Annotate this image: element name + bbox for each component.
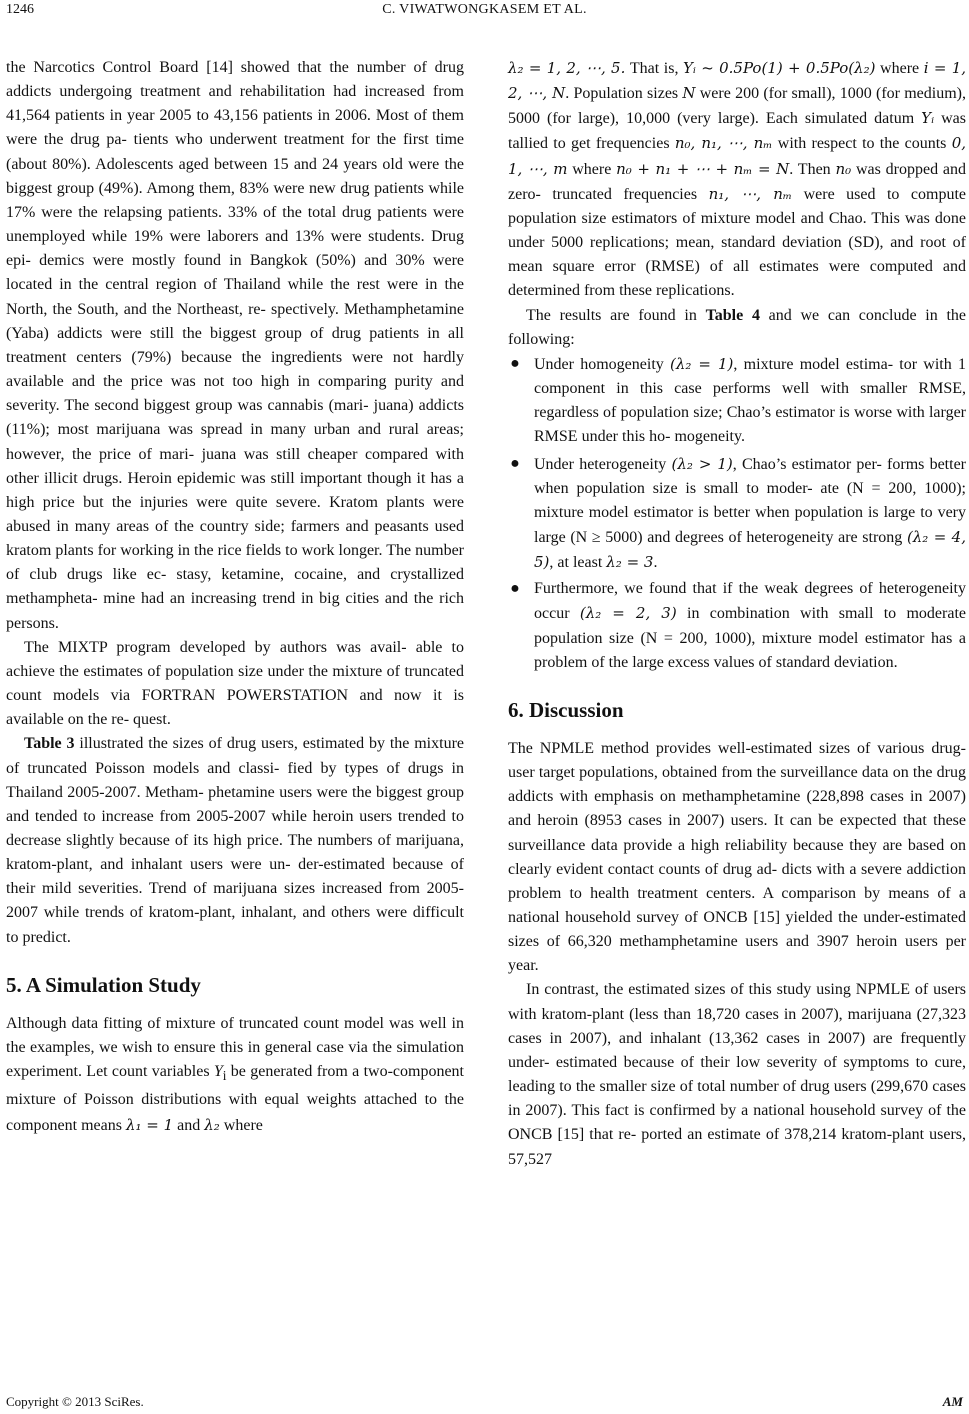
bullet-icon: ● — [510, 580, 520, 598]
text-span: where — [219, 1116, 263, 1134]
text-span: were used to compute population size estimators of mixture model and Chao. This was done under 5000 replications; mean, standard deviation (SD), and root of mean square error (RMSE) of all estimates were computed and determined from these replications. — [508, 185, 967, 300]
math-homogeneity: (λ₂ = 1) — [670, 354, 734, 373]
list-item — [508, 452, 966, 576]
math-lambda2: λ₂ — [204, 1115, 220, 1134]
math-counts: 0, 1, ⋯, m — [508, 134, 966, 178]
math-lambda2-range: λ₂ = 1, 2, ⋯, 5. — [508, 59, 626, 77]
math-sub-i: i — [222, 1068, 227, 1084]
text-span: Furthermore, we found that if the weak degrees of heterogeneity occur — [534, 580, 966, 623]
text-span: where — [875, 60, 924, 77]
section-5-title: 5. A Simulation Study — [6, 972, 201, 997]
text-span: and we can conclude in the following: — [508, 306, 967, 348]
table3-reference: Table 3 — [24, 735, 75, 753]
list-item — [508, 577, 966, 675]
text-span: The results are found in — [526, 306, 706, 324]
math-frequency-sum: n₀ + n₁ + ⋯ + nₘ = N — [616, 159, 790, 178]
running-title: C. VIWATWONGKASEM ET AL. — [382, 2, 587, 17]
paragraph-simulation-setup — [508, 56, 966, 304]
journal-abbreviation: AM — [942, 1394, 963, 1409]
text-span: where — [567, 160, 617, 178]
table4-reference: Table 4 — [705, 306, 760, 324]
math-weak-heterogeneity: (λ₂ = 2, 3) — [579, 604, 677, 623]
math-yi: Yᵢ — [921, 109, 935, 128]
right-column — [508, 56, 966, 1172]
paragraph-table3 — [6, 732, 464, 949]
math-frequencies: n₀, n₁, ⋯, nₘ — [674, 134, 773, 153]
math-n: N — [682, 84, 696, 103]
text-span: . Then — [789, 160, 836, 178]
list-item — [508, 352, 966, 450]
text-span: and — [173, 1116, 205, 1134]
section-6-title: 6. Discussion — [508, 697, 624, 722]
paragraph-discussion-2: In contrast, the estimated sizes of this study using NPMLE of users with kratom-plant (less than 18,720 cases in 2007), marijuana (27,323 cases in 2007), and inhalant (13,362 cases in 2007) are frequently under- estimated because of their low severity of symptoms to cure, leading to the smaller size of total number of drug users (299,670 cases in 2007). This fact is confirmed by a national household survey of the ONCB [15] that re- ported an estimate of 378,214 kratom-plant users, 57,527 — [508, 981, 966, 1168]
math-y: Y — [213, 1063, 223, 1081]
paragraph-results-intro — [508, 304, 966, 352]
paragraph-mixtp-program: The MIXTP program developed by authors was avail- able to achieve the estimates of population size under the mixture of truncated count models via FORTRAN POWERSTATION and now it is available on the re- quest. — [6, 638, 464, 729]
math-truncated-frequencies: n₁, ⋯, nₘ — [708, 184, 793, 203]
math-n0: n₀ — [835, 159, 852, 178]
text-span: Although data fitting of mixture of truncated count model was well in the examples, we wish to ensure this in general case via the simulation experiment. Let count variables — [6, 1014, 464, 1081]
text-span: , at least — [549, 554, 607, 572]
text-span: Under heterogeneity — [534, 455, 672, 473]
text-span: in combination with small to moderate population size (N = 200, 1000), mixture model estimator has a problem of the large excess values of standard deviation. — [534, 605, 967, 671]
paragraph-simulation-intro — [6, 1012, 464, 1138]
math-mixture-model: Yᵢ ~ 0.5Po(1) + 0.5Po(λ₂) — [682, 59, 876, 77]
math-strong-heterogeneity: (λ₂ = 4, 5) — [534, 527, 966, 572]
text-span: , Chao’s estimator per- forms better when population size is small to moder- ate (N = 200, 1000); mixture model estimator is better when population is large to very large (N ≥ 5000) and degrees of heterogeneity are strong — [534, 455, 967, 546]
text-span: be generated from a two-component mixture of Poisson distributions with equal weights attached to the component means — [6, 1063, 464, 1134]
paragraph-drug-statistics: the Narcotics Control Board [14] showed that the number of drug addicts undergoing treatment and rehabilitation had increased from 41,564 patients in year 2005 to 43,156 patients in 2006. Most of them were the drug pa- tients who underwent treatment for the first time (about 80%). Adolescents aged between 15 and 24 years old were the biggest group (49%). Among them, 83% were new drug patients while 17% were the relapsing patients. 33% of the total drug patients were unemployed while 19% were laborers and 13% were students. Drug epi- demics were mostly found in Bangkok (50%) and 30% were located in the central region of Thailand while the rest were in the North, the South, and the Northeast, re- spectively. Methamphetamine (Yaba) addicts were still the biggest group of drug patients in all treatment centers (79%) because the ingredients were not hardly available and the price was not too high in comparing purity and severity. The second biggest group was cannabis (mari- juana) addicts (11%); most marijuana was spread in many urban and rural areas; however, the price of mari- juana was still cheaper compared with other illicit drugs. Heroin epidemic was still important though it has a high price but the injuries were quite severe. Kratom plants were abused in many areas of the country side; farmers and peasants used kratom plants for working in the rice fields to work longer. The number of club drugs like ec- stasy, ketamine, cocaine, and crystallized methampheta- mine had an increasing trend in big cities and the rich persons. — [6, 59, 464, 632]
math-lambda1: λ₁ = 1 — [125, 1115, 174, 1134]
text-span: with respect to the counts — [772, 135, 952, 153]
math-lambda2-three: λ₂ = 3 — [606, 553, 654, 572]
text-span: That is, — [625, 60, 683, 77]
math-heterogeneity: (λ₂ > 1) — [671, 454, 733, 473]
text-span: were 200 (for small), 1000 (for medium), 5000 (for large), 10,000 (very large). Each simulated datum — [508, 85, 967, 128]
text-span: was tallied to get frequencies — [508, 110, 966, 153]
table3-text: illustrated the sizes of drug users, estimated by the mixture of truncated Poisson models and classi- fied by types of drugs in Thailand 2005-2007. Metham- phetamine users were the biggest group and tended to increase from 2005-2007 while heroin users trended to decrease slightly because of its high price. The numbers of marijuana, kratom-plant, and inhalant users were un- der-estimated because of their mild severities. Trend of marijuana sizes increased from 2005-2007 while trends of kratom-plant, inhalant, and others were difficult to predict. — [6, 735, 465, 946]
bullet-icon: ● — [510, 354, 520, 372]
text-span: . — [653, 554, 658, 572]
results-list — [508, 352, 966, 675]
copyright-notice: Copyright © 2013 SciRes. — [6, 1394, 144, 1409]
page-number: 1246 — [6, 2, 34, 17]
text-span: Under homogeneity — [534, 355, 671, 373]
bullet-icon: ● — [510, 454, 520, 472]
paragraph-discussion-1: The NPMLE method provides well-estimated sizes of various drug-user target populations, obtained from the surveillance data on the drug addicts with emphasis on methamphetamine (228,898 cases in 2007) and heroin (8953 cases in 2007) users. It can be expected that these surveillance data provide a high reliability because they are based on clearly evident contact counts of drug ad- dicts with a severe addiction problem to health treatment centers. A comparison by means of a national household survey of ONCB [15] yielded the under-estimated sizes of 66,320 methamphetamine users and 3907 heroin users per year. — [508, 739, 966, 975]
text-span: , mixture model estima- tor with 1 component in this case performs well with smaller RMSE, regardless of population size; Chao’s estimator is worse with larger RMSE under this ho- mogeneity. — [534, 355, 967, 446]
left-column — [6, 56, 464, 1138]
math-index-range: i = 1, 2, ⋯, N — [508, 59, 967, 103]
text-span: . Population sizes — [565, 85, 683, 103]
text-span: was dropped and zero- truncated frequencies — [508, 160, 966, 203]
